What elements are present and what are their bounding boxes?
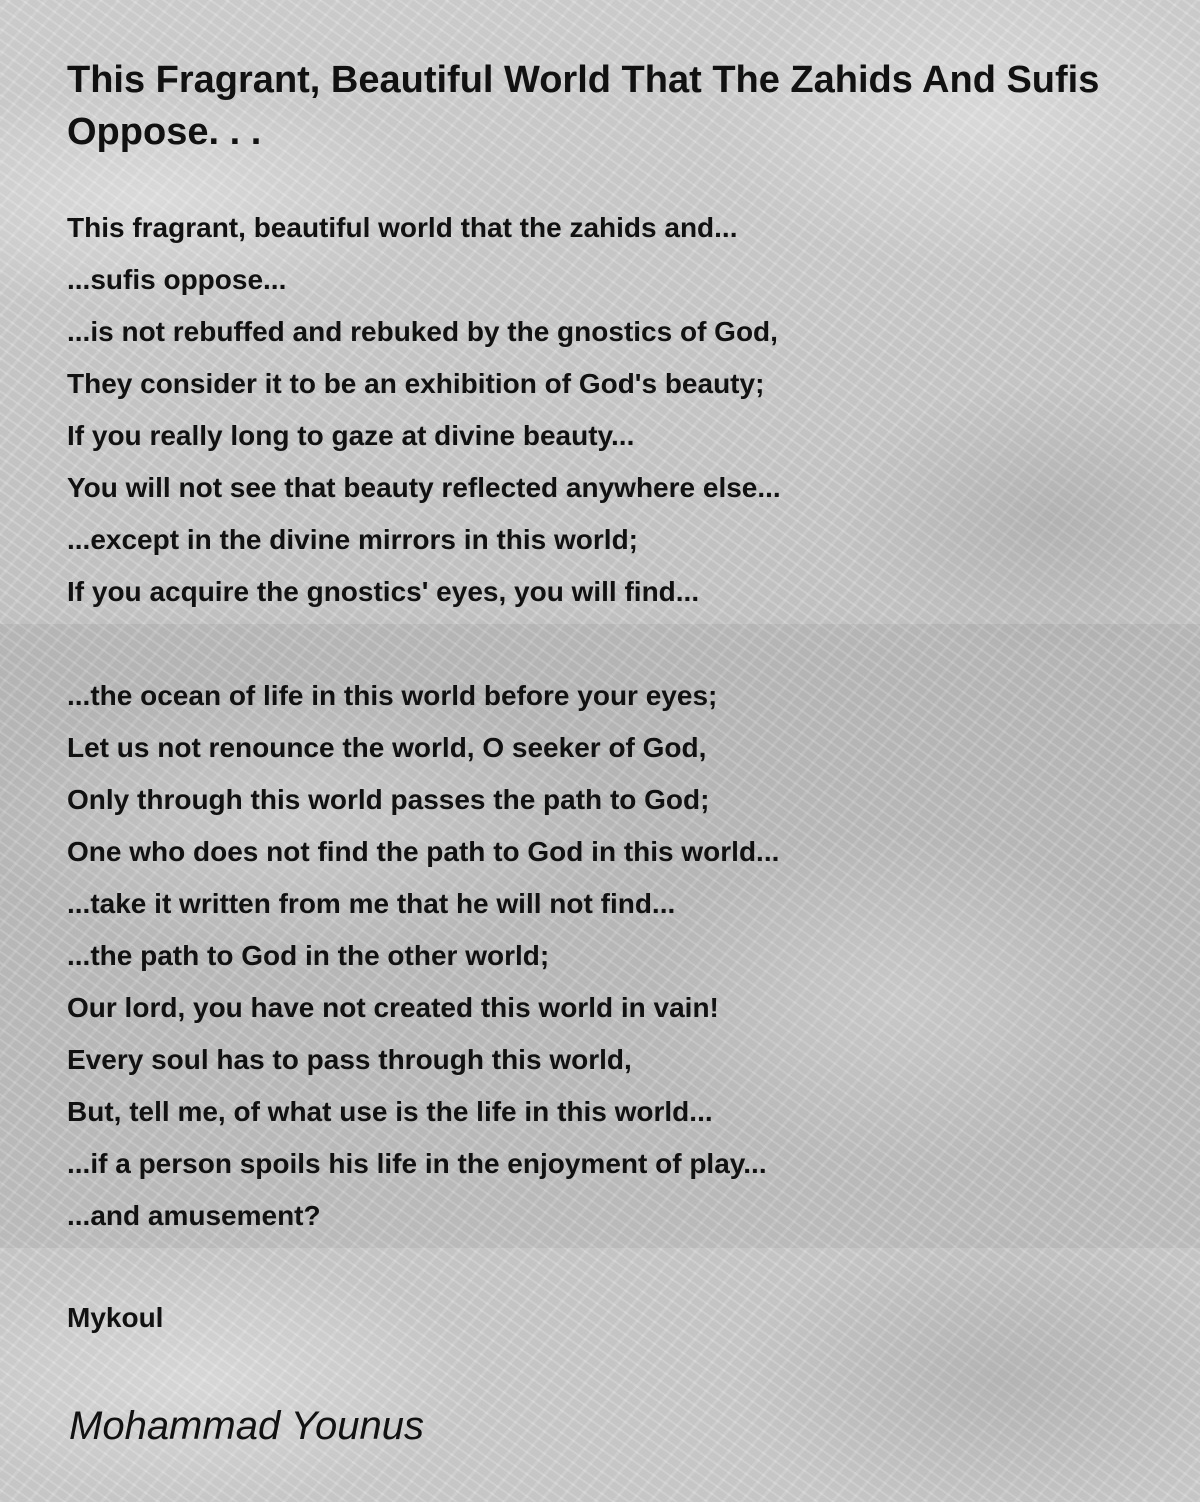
poem-line: But, tell me, of what use is the life in this world... — [67, 1096, 713, 1127]
poem-line: ...sufis oppose... — [67, 264, 287, 295]
poem-line: Every soul has to pass through this world, — [67, 1044, 632, 1075]
poem-line: If you acquire the gnostics' eyes, you will find... — [67, 576, 700, 607]
background-band-bottom — [0, 1248, 1200, 1502]
author-name: Mohammad Younus — [69, 1404, 425, 1448]
poem-line: ...the path to God in the other world; — [67, 940, 550, 971]
poem-line: If you really long to gaze at divine beauty... — [67, 420, 635, 451]
poem-line: ...and amusement? — [67, 1200, 321, 1231]
stanza-1 — [67, 204, 1127, 620]
poem-line: ...is not rebuffed and rebuked by the gnostics of God, — [67, 316, 778, 347]
poem-line: Let us not renounce the world, O seeker of God, — [67, 732, 707, 763]
poem-line: This fragrant, beautiful world that the zahids and... — [67, 212, 738, 243]
poem-byline: Mykoul — [67, 1302, 164, 1333]
stanza-2 — [67, 672, 1127, 1244]
poem-title: This Fragrant, Beautiful World That The Zahids And Sufis Oppose. . . — [67, 59, 1100, 153]
poem-line: ...the ocean of life in this world before your eyes; — [67, 680, 718, 711]
poem-line: ...take it written from me that he will not find... — [67, 888, 676, 919]
poem-line: Only through this world passes the path to God; — [67, 784, 710, 815]
poem-line: ...except in the divine mirrors in this world; — [67, 524, 638, 555]
poem-line: You will not see that beauty reflected anywhere else... — [67, 472, 781, 503]
poem-line: They consider it to be an exhibition of God's beauty; — [67, 368, 765, 399]
poem-line: One who does not find the path to God in this world... — [67, 836, 780, 867]
poem-line: ...if a person spoils his life in the enjoyment of play... — [67, 1148, 767, 1179]
poem-line: Our lord, you have not created this world in vain! — [67, 992, 719, 1023]
